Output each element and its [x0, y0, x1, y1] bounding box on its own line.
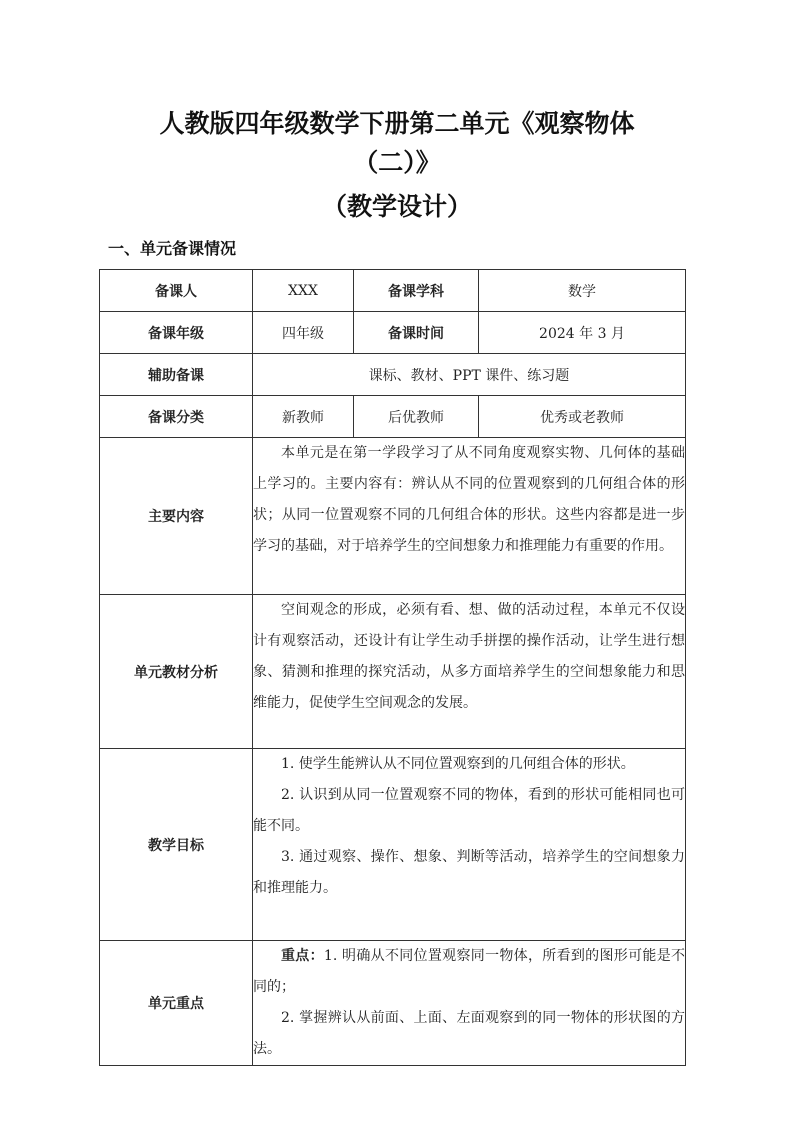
table-row — [100, 396, 686, 438]
aux-value: 课标、教材、PPT 课件、练习题 — [253, 354, 686, 396]
preparer-label: 备课人 — [100, 270, 253, 312]
grade-label: 备课年级 — [100, 312, 253, 354]
aux-label: 辅助备课 — [100, 354, 253, 396]
grade-value: 四年级 — [253, 312, 354, 354]
time-label: 备课时间 — [354, 312, 479, 354]
category-lag-teacher: 后优教师 — [354, 396, 479, 438]
table-row — [100, 312, 686, 354]
analysis-cell — [253, 595, 686, 749]
key-item: 2. 掌握辨认从前面、上面、左面观察到的同一物体的形状图的方法。 — [253, 1010, 685, 1057]
section-heading: 一、单元备课情况 — [108, 239, 237, 258]
subject-value: 数学 — [479, 270, 686, 312]
category-label: 备课分类 — [100, 396, 253, 438]
goal-item: 3. 通过观察、操作、想象、判断等活动，培养学生的空间想象力和推理能力。 — [253, 849, 685, 896]
table-row — [100, 749, 686, 941]
goal-item: 2. 认识到从同一位置观察不同的物体，看到的形状可能相同也可能不同。 — [253, 787, 685, 834]
goals-cell — [253, 749, 686, 941]
table-row — [100, 595, 686, 749]
table-row — [100, 270, 686, 312]
subject-label: 备课学科 — [354, 270, 479, 312]
category-excellent-teacher: 优秀或老教师 — [479, 396, 686, 438]
main-content-label: 主要内容 — [100, 438, 253, 595]
doc-title-line-1: 人教版四年级数学下册第二单元《观察物体 — [159, 109, 635, 138]
category-new-teacher: 新教师 — [253, 396, 354, 438]
table-row — [100, 354, 686, 396]
goals-label: 教学目标 — [100, 749, 253, 941]
table-row — [100, 941, 686, 1066]
key-prefix: 重点： — [281, 948, 324, 964]
main-content-cell — [253, 438, 686, 595]
preparer-value: XXX — [253, 270, 354, 312]
doc-title-line-2: （二）》 — [353, 148, 441, 177]
analysis-label: 单元教材分析 — [100, 595, 253, 749]
lesson-plan-table — [99, 269, 686, 1066]
key-item-text: 1. 明确从不同位置观察同一物体，所看到的图形可能是不同的； — [253, 948, 686, 995]
goal-item: 1. 使学生能辨认从不同位置观察到的几何组合体的形状。 — [281, 756, 635, 772]
main-content-text: 本单元是在第一学段学习了从不同角度观察实物、几何体的基础上学习的。主要内容有：辨认从不同的位置观察到的几何组合体的形状；从同一位置观察不同的几何组合体的形状。这些内容都是进一步学习的基础，对于培养学生的空间想象力和推理能力有重要的作用。 — [253, 445, 685, 554]
doc-subtitle: （教学设计） — [321, 192, 472, 221]
key-item — [253, 941, 685, 1003]
key-cell — [253, 941, 686, 1066]
analysis-text: 空间观念的形成，必须有看、想、做的活动过程，本单元不仅设计有观察活动，还设计有让学生动手拼摆的操作活动，让学生进行想象、猜测和推理的探究活动，从多方面培养学生的空间想象能力和思维能力，促使学生空间观念的发展。 — [253, 602, 685, 711]
time-value: 2024 年 3 月 — [479, 312, 686, 354]
key-label: 单元重点 — [100, 941, 253, 1066]
table-row — [100, 438, 686, 595]
